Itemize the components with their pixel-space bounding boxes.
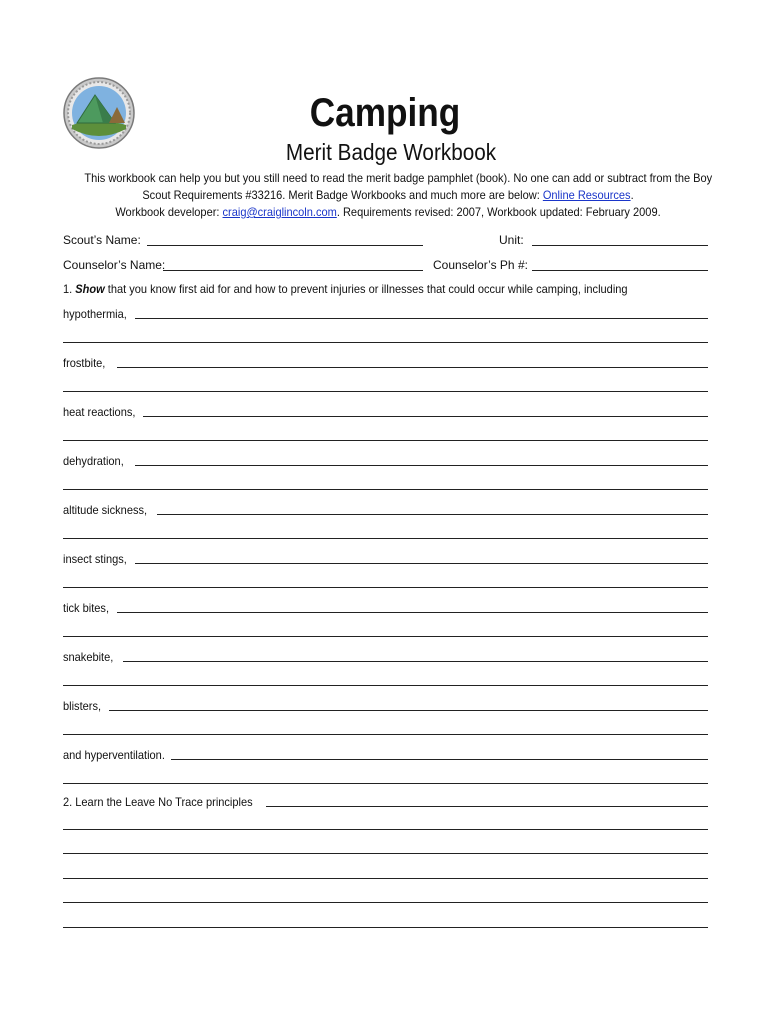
- requirement-1-item-answer-line[interactable]: [171, 759, 708, 760]
- counselor-phone-field[interactable]: [532, 270, 708, 271]
- answer-line[interactable]: [63, 685, 708, 686]
- intro-line-3-end: . Requirements revised: 2007, Workbook updated: February 2009.: [336, 205, 661, 219]
- requirement-1-item-answer-line[interactable]: [117, 612, 708, 613]
- page-subtitle: Merit Badge Workbook: [285, 139, 497, 165]
- answer-line[interactable]: [63, 878, 708, 879]
- answer-line[interactable]: [63, 902, 708, 903]
- online-resources-link[interactable]: Online Resources: [542, 188, 631, 202]
- intro-line-3-text: Workbook developer:: [115, 205, 223, 219]
- answer-line[interactable]: [63, 489, 708, 490]
- answer-line[interactable]: [63, 440, 708, 441]
- requirement-2-answer-line[interactable]: [266, 806, 708, 807]
- unit-label: Unit:: [499, 233, 524, 247]
- requirement-1-item-label: altitude sickness,: [63, 503, 148, 517]
- requirement-1-item-label: dehydration,: [63, 454, 124, 468]
- answer-line[interactable]: [63, 853, 708, 854]
- requirement-1-emphasis: Show: [75, 282, 105, 296]
- answer-line[interactable]: [63, 734, 708, 735]
- answer-line[interactable]: [63, 927, 708, 928]
- camping-badge-icon: [63, 77, 135, 149]
- requirement-1-item-label: and hyperventilation.: [63, 748, 165, 762]
- intro-line-3: [84, 204, 691, 221]
- answer-line[interactable]: [63, 783, 708, 784]
- requirement-1-item-label: tick bites,: [63, 601, 110, 615]
- answer-line[interactable]: [63, 636, 708, 637]
- requirement-1-item-label: heat reactions,: [63, 405, 136, 419]
- scout-name-field[interactable]: [147, 245, 423, 246]
- requirement-1-number: 1.: [63, 282, 76, 296]
- requirement-1-item-answer-line[interactable]: [157, 514, 708, 515]
- requirement-1-item-answer-line[interactable]: [117, 367, 708, 368]
- answer-line[interactable]: [63, 391, 708, 392]
- answer-line[interactable]: [63, 538, 708, 539]
- requirement-1-item-answer-line[interactable]: [109, 710, 708, 711]
- requirement-1-item-label: blisters,: [63, 699, 102, 713]
- requirement-1-item-answer-line[interactable]: [135, 465, 708, 466]
- requirement-1-item-answer-line[interactable]: [135, 318, 708, 319]
- requirement-1-item-answer-line[interactable]: [143, 416, 708, 417]
- answer-line[interactable]: [63, 829, 708, 830]
- requirement-1-item-label: snakebite,: [63, 650, 114, 664]
- requirement-1-item-answer-line[interactable]: [123, 661, 708, 662]
- requirement-2-text: 2. Learn the Leave No Trace principles: [63, 795, 253, 809]
- intro-line-2: [84, 187, 691, 204]
- answer-line[interactable]: [63, 342, 708, 343]
- counselor-phone-label: Counselor’s Ph #:: [433, 258, 528, 272]
- requirement-1-item-label: frostbite,: [63, 356, 106, 370]
- unit-field[interactable]: [532, 245, 708, 246]
- intro-paragraph: [58, 170, 718, 221]
- intro-line-2-end: .: [630, 188, 634, 202]
- requirement-1-text: [63, 282, 628, 296]
- page-title: Camping: [309, 91, 461, 135]
- answer-line[interactable]: [63, 587, 708, 588]
- counselor-name-label: Counselor’s Name:: [63, 258, 166, 272]
- intro-line-1: This workbook can help you but you still need to read the merit badge pamphlet (book). No one can add or subtract from the Boy: [84, 171, 713, 185]
- requirement-1-item-label: hypothermia,: [63, 307, 127, 321]
- scout-name-label: Scout’s Name:: [63, 233, 141, 247]
- counselor-name-field[interactable]: [163, 270, 423, 271]
- requirement-1-item-label: insect stings,: [63, 552, 127, 566]
- requirement-1-item-answer-line[interactable]: [135, 563, 708, 564]
- intro-line-2-text: Scout Requirements #33216. Merit Badge Workbooks and much more are below:: [142, 188, 543, 202]
- requirement-1-body: that you know first aid for and how to prevent injuries or illnesses that could occur while camping, including: [104, 282, 628, 296]
- developer-email-link[interactable]: craig@craiglincoln.com: [222, 205, 337, 219]
